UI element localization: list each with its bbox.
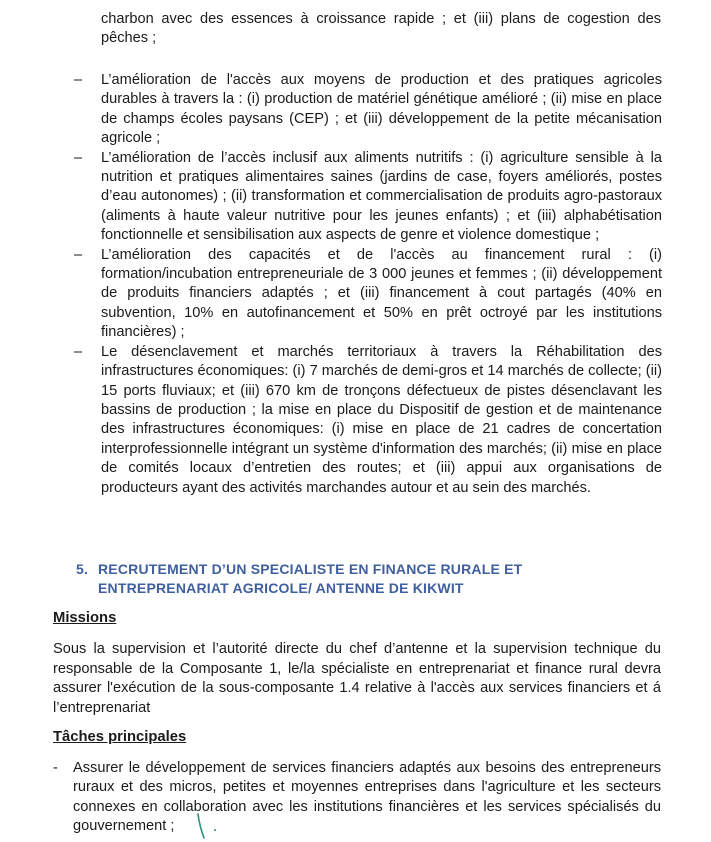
dash-marker: - xyxy=(53,760,58,776)
list-item-text: L’amélioration de l'accès aux moyens de production et des pratiques agricoles durables à travers la : (i) production de matériel génétique amélioré ; (ii) mise en place de champs écoles paysans (CEP) ; et (iii) développement de la petite mécanisation agricole ; xyxy=(101,72,662,147)
list-item xyxy=(53,759,661,836)
list-item xyxy=(74,71,662,149)
list-item-text: Le désenclavement et marchés territoriaux à travers la Réhabilitation des infrastructures économiques: (i) 7 marchés de demi-gros et 14 marchés de collecte; (ii) 15 ports fluviaux; et (iii) 670 km de tronçons défectueux de pistes désenclavant les bassins de production ; la mise en place du Dispositif de gestion et de maintenance des infrastructures économiques: (i) mise en place de 21 cadres de concertation interprofessionnelle intégrant un système d'information des marchés; (ii) mise en place de comités locaux d’entretien des routes; et (iii) appui aux organisations de producteurs ayant des activités marchandes autour et au sein des marchés. xyxy=(101,343,662,496)
list-item xyxy=(74,149,662,246)
section-heading xyxy=(76,560,636,598)
section-title-line1: RECRUTEMENT D’UN SPECIALISTE EN FINANCE RURALE ET xyxy=(98,561,523,577)
list-item xyxy=(74,343,662,498)
dash-marker: – xyxy=(74,343,83,360)
dash-marker: – xyxy=(74,72,83,88)
dash-marker: – xyxy=(74,246,83,263)
missions-paragraph: Sous la supervision et l’autorité directe du chef d’antenne et la supervision technique du responsable de la Composante 1, le/la spécialiste en entreprenariat et finance rural devra assurer l'exécution de la sous-composante 1.4 relative à l'accès aux services financiers et á l’entreprenariat xyxy=(53,641,661,716)
section-number: 5. xyxy=(76,561,89,577)
activities-list xyxy=(74,71,662,498)
tasks-list xyxy=(53,759,661,836)
list-item-text: L’amélioration de l’accès inclusif aux aliments nutritifs : (i) agriculture sensible à la nutrition et pratiques alimentaires saines (jardins de case, foyers améliorés, postes d’eau autonomes) ; (ii) transformation et commercialisation de produits agro-pastoraux (aliments à haute valeur nutritive pour les jeunes enfants) ; et (iii) alphabétisation fonctionnelle et sensibilisation aux aspects de genre et violence domestique ; xyxy=(101,149,662,244)
section-title-line2: ENTREPRENARIAT AGRICOLE/ ANTENNE DE KIKWIT xyxy=(98,580,464,596)
list-item-text: L’amélioration des capacités et de l'accès au financement rural : (i) formation/incubation entrepreneuriale de 3 000 jeunes et femmes ; (ii) développement de produits financiers adaptés ; et (iii) financement à cout partagés (40% en subvention, 10% en autofinancement et 50% en prêt octroyé par les institutions financières) ; xyxy=(101,246,662,341)
continued-text: charbon avec des essences à croissance rapide ; et (iii) plans de cogestion des pêches ; xyxy=(101,11,661,47)
missions-heading: Missions xyxy=(53,610,117,626)
list-item xyxy=(74,246,662,343)
list-item-text: Assurer le développement de services financiers adaptés aux besoins des entrepreneurs ruraux et des micros, petites et moyennes entreprises dans l'agriculture et les secteurs connexes en collaboration avec les institutions financières et les services spécialisés du gouvernement ; xyxy=(73,760,661,834)
pen-mark-icon xyxy=(195,812,225,842)
tasks-heading: Tâches principales xyxy=(53,729,187,745)
dash-marker: – xyxy=(74,149,83,166)
